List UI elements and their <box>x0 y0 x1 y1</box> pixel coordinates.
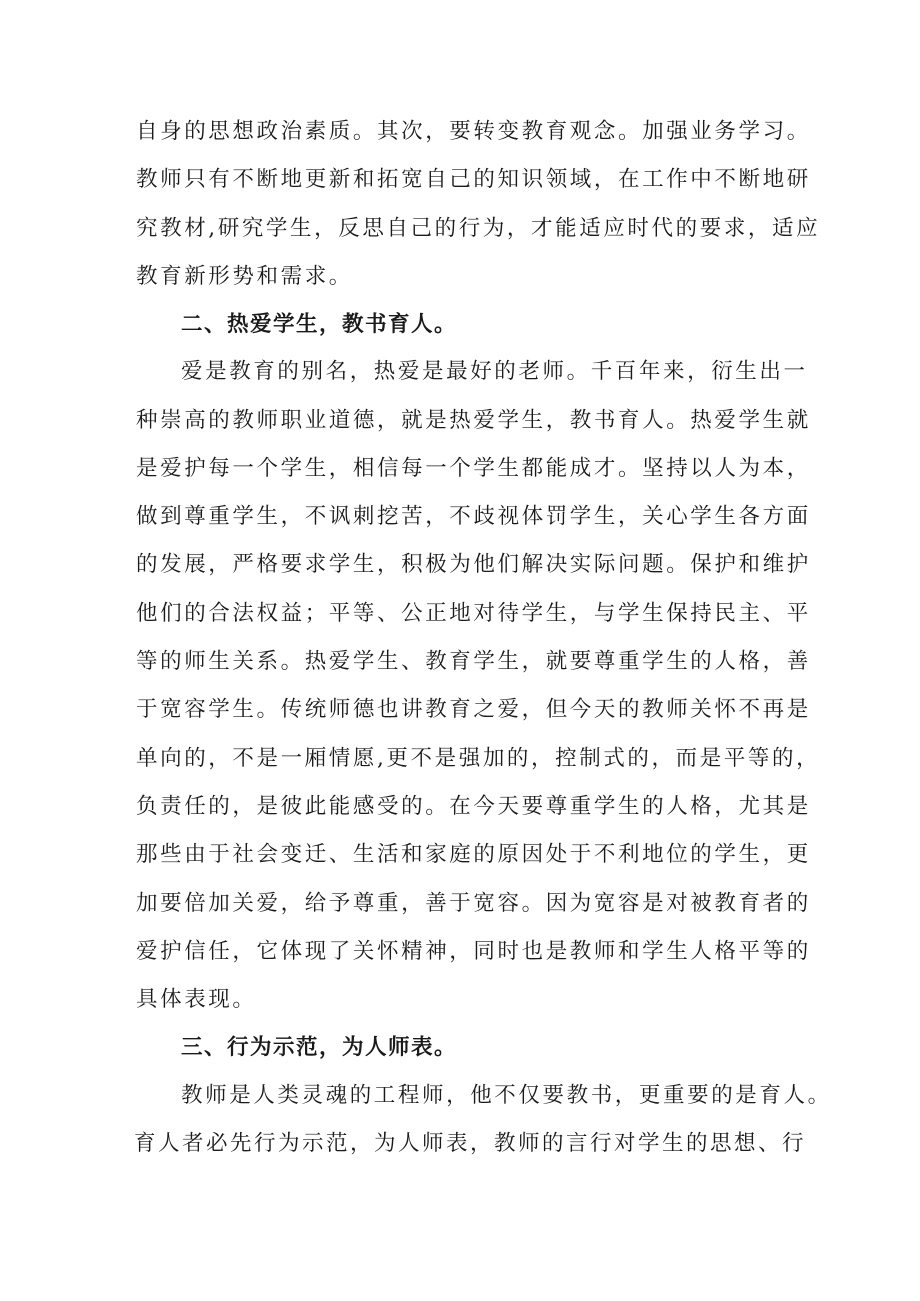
paragraph-line: 具体表现。 <box>136 987 257 1012</box>
section-heading-3: 三、行为示范，为人师表。 <box>181 1035 458 1060</box>
paragraph-line: 育人者必先行为示范，为人师表，教师的言行对学生的思想、行 <box>134 1131 807 1156</box>
paragraph-line: 教师只有不断地更新和拓宽自己的知识领域，在工作中不断地研 <box>136 167 811 192</box>
paragraph-line: 单向的，不是一厢情愿,更不是强加的，控制式的，而是平等的， <box>136 746 821 771</box>
paragraph-line: 爱是教育的别名，热爱是最好的老师。千百年来，衍生出一 <box>181 359 808 384</box>
paragraph-line: 做到尊重学生，不讽刺挖苦，不歧视体罚学生，关心学生各方面 <box>136 504 811 529</box>
paragraph-line: 爱护信任，它体现了关怀精神，同时也是教师和学生人格平等的 <box>136 939 811 964</box>
paragraph-line: 教育新形势和需求。 <box>136 264 353 289</box>
paragraph-line: 种崇高的教师职业道德，就是热爱学生，教书育人。热爱学生就 <box>136 408 811 433</box>
paragraph-line: 于宽容学生。传统师德也讲教育之爱，但今天的教师关怀不再是 <box>136 697 811 722</box>
paragraph-line: 他们的合法权益；平等、公正地对待学生，与学生保持民主、平 <box>136 601 811 626</box>
paragraph-line: 的发展，严格要求学生，积极为他们解决实际问题。保护和维护 <box>136 552 811 577</box>
paragraph-line: 教师是人类灵魂的工程师，他不仅要教书，更重要的是育人。 <box>181 1083 832 1108</box>
paragraph-line: 负责任的，是彼此能感受的。在今天要尊重学生的人格，尤其是 <box>136 794 811 819</box>
paragraph-line: 自身的思想政治素质。其次，要转变教育观念。加强业务学习。 <box>136 119 811 144</box>
paragraph-line: 是爱护每一个学生，相信每一个学生都能成才。坚持以人为本， <box>136 456 811 481</box>
paragraph-line: 究教材,研究学生，反思自己的行为，才能适应时代的要求，适应 <box>136 216 821 241</box>
paragraph-line: 等的师生关系。热爱学生、教育学生，就要尊重学生的人格，善 <box>136 649 811 674</box>
paragraph-line: 那些由于社会变迁、生活和家庭的原因处于不利地位的学生，更 <box>136 842 811 867</box>
section-heading-2: 二、热爱学生，教书育人。 <box>181 312 458 337</box>
paragraph-line: 加要倍加关爱，给予尊重，善于宽容。因为宽容是对被教育者的 <box>136 891 811 916</box>
